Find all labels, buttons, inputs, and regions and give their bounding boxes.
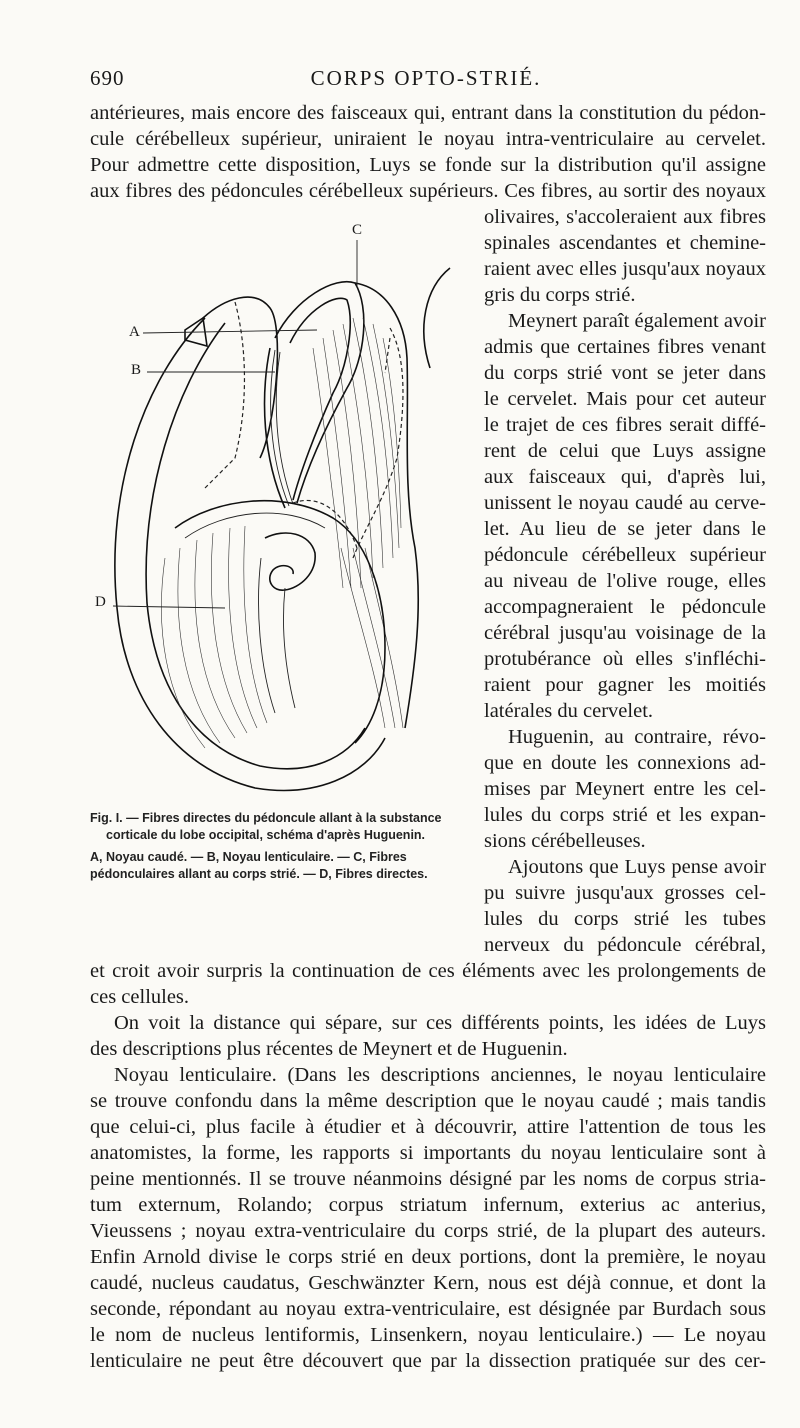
body-line: que celui-ci, plus facile à étudier et à découvrir, attire l'attention de tous les: [90, 1116, 766, 1138]
column-line: au niveau de l'olive rouge, elles: [484, 570, 766, 592]
body-line: aux fibres des pédoncules cérébelleux supérieurs. Ces fibres, au sortir des noyaux: [90, 180, 766, 202]
column-line: le cervelet. Mais pour cet auteur: [484, 388, 766, 410]
running-head: CORPS OPTO-STRIÉ.: [310, 66, 542, 90]
column-line: olivaires, s'accoleraient aux fibres: [484, 206, 766, 228]
column-line: cérébral jusqu'au voisinage de la: [484, 622, 766, 644]
column-line: le trajet de ces fibres serait diffé-: [484, 414, 766, 436]
column-line: raient pour gagner les moitiés: [484, 674, 766, 696]
body-line: et croit avoir surpris la continuation de ces éléments avec les prolongements de: [90, 960, 766, 982]
column-line: pu suivre jusqu'aux grosses cel-: [484, 882, 766, 904]
column-line: Ajoutons que Luys pense avoir: [508, 856, 766, 878]
body-line: tum externum, Rolando; corpus striatum infernum, exterius ac anterius,: [90, 1194, 766, 1216]
body-line: Enfin Arnold divise le corps strié en deux portions, dont la première, le noyau: [90, 1246, 766, 1268]
figure-caption-line: A, Noyau caudé. — B, Noyau lenticulaire. — C, Fibres: [90, 850, 407, 864]
body-line: antérieures, mais encore des faisceaux qui, entrant dans la constitution du pédon-: [90, 102, 766, 124]
label-b: B: [131, 362, 142, 378]
column-line: mises par Meynert entre les cel-: [484, 778, 766, 800]
body-line: Noyau lenticulaire. (Dans les descriptions anciennes, le noyau lenticulaire: [114, 1064, 766, 1086]
page-header: [90, 66, 762, 94]
body-line: seconde, répondant au noyau extra-ventriculaire, est désignée par Burdach sous: [90, 1298, 766, 1320]
column-line: lules du corps strié et les expan-: [484, 804, 766, 826]
column-line: Huguenin, au contraire, révo-: [508, 726, 766, 748]
column-line: nerveux du pédoncule cérébral,: [484, 934, 766, 956]
column-line: aux faisceaux qui, d'après lui,: [484, 466, 766, 488]
body-line: caudé, nucleus caudatus, Geschwänzter Kern, nous est déjà connue, et dont la: [90, 1272, 766, 1294]
column-line: admis que certaines fibres venant: [484, 336, 766, 358]
body-line: Vieussens ; noyau extra-ventriculaire du corps strié, de la plupart des auteurs.: [90, 1220, 766, 1242]
column-line: lules du corps strié les tubes: [484, 908, 766, 930]
column-line: sions cérébelleuses.: [484, 830, 646, 852]
body-line: anatomistes, la forme, les rapports si importants du noyau lenticulaire sont à: [90, 1142, 766, 1164]
body-line: lenticulaire ne peut être découvert que par la dissection pratiquée sur des cer-: [90, 1350, 766, 1372]
column-line: let. Au lieu de se jeter dans le: [484, 518, 766, 540]
label-a: A: [129, 324, 140, 340]
fiber-hatching: [313, 318, 403, 728]
label-d: D: [95, 594, 106, 610]
column-line: unissent le noyau caudé au cerve-: [484, 492, 766, 514]
column-line: pédoncule cérébelleux supérieur: [484, 544, 766, 566]
body-line: ces cellules.: [90, 986, 190, 1008]
body-line: se trouve confondu dans la même description que le noyau caudé ; mais tandis: [90, 1090, 766, 1112]
body-line: Pour admettre cette disposition, Luys se fonde sur la distribution qu'il assigne: [90, 154, 766, 176]
column-line: du corps strié vont se jeter dans: [484, 362, 766, 384]
figure-caption-line: corticale du lobe occipital, schéma d'après Huguenin.: [106, 828, 426, 842]
column-line: raient avec elles jusqu'aux noyaux: [484, 258, 766, 280]
figure-caption-line: Fig. I. — Fibres directes du pédoncule allant à la substance: [90, 811, 442, 825]
label-c: C: [352, 222, 363, 238]
column-line: rent de celui que Luys assigne: [484, 440, 766, 462]
column-line: latérales du cervelet.: [484, 700, 654, 722]
column-line: spinales ascendantes et chemine-: [484, 232, 766, 254]
anatomical-figure: [85, 222, 480, 808]
page-number: 690: [90, 66, 125, 90]
column-line: que en doute les connexions ad-: [484, 752, 766, 774]
column-line: Meynert paraît également avoir: [508, 310, 766, 332]
body-line: le nom de nucleus lentiformis, Linsenkern, noyau lenticulaire.) — Le noyau: [90, 1324, 766, 1346]
figure-caption-line: pédonculaires allant au corps strié. — D, Fibres directes.: [90, 867, 428, 881]
cortical-fibres: [161, 526, 267, 748]
brain-schema-drawing: [85, 228, 480, 808]
column-line: accompagneraient le pédoncule: [484, 596, 766, 618]
column-line: protubérance où elles s'infléchi-: [484, 648, 766, 670]
body-line: peine mentionnés. Il se trouve néanmoins désigné par les noms de corpus stria-: [90, 1168, 766, 1190]
body-line: On voit la distance qui sépare, sur ces différents points, les idées de Luys: [114, 1012, 766, 1034]
column-line: gris du corps strié.: [484, 284, 636, 306]
body-line: des descriptions plus récentes de Meynert et de Huguenin.: [90, 1038, 568, 1060]
body-line: cule cérébelleux supérieur, uniraient le noyau intra-ventriculaire au cervelet.: [90, 128, 766, 150]
